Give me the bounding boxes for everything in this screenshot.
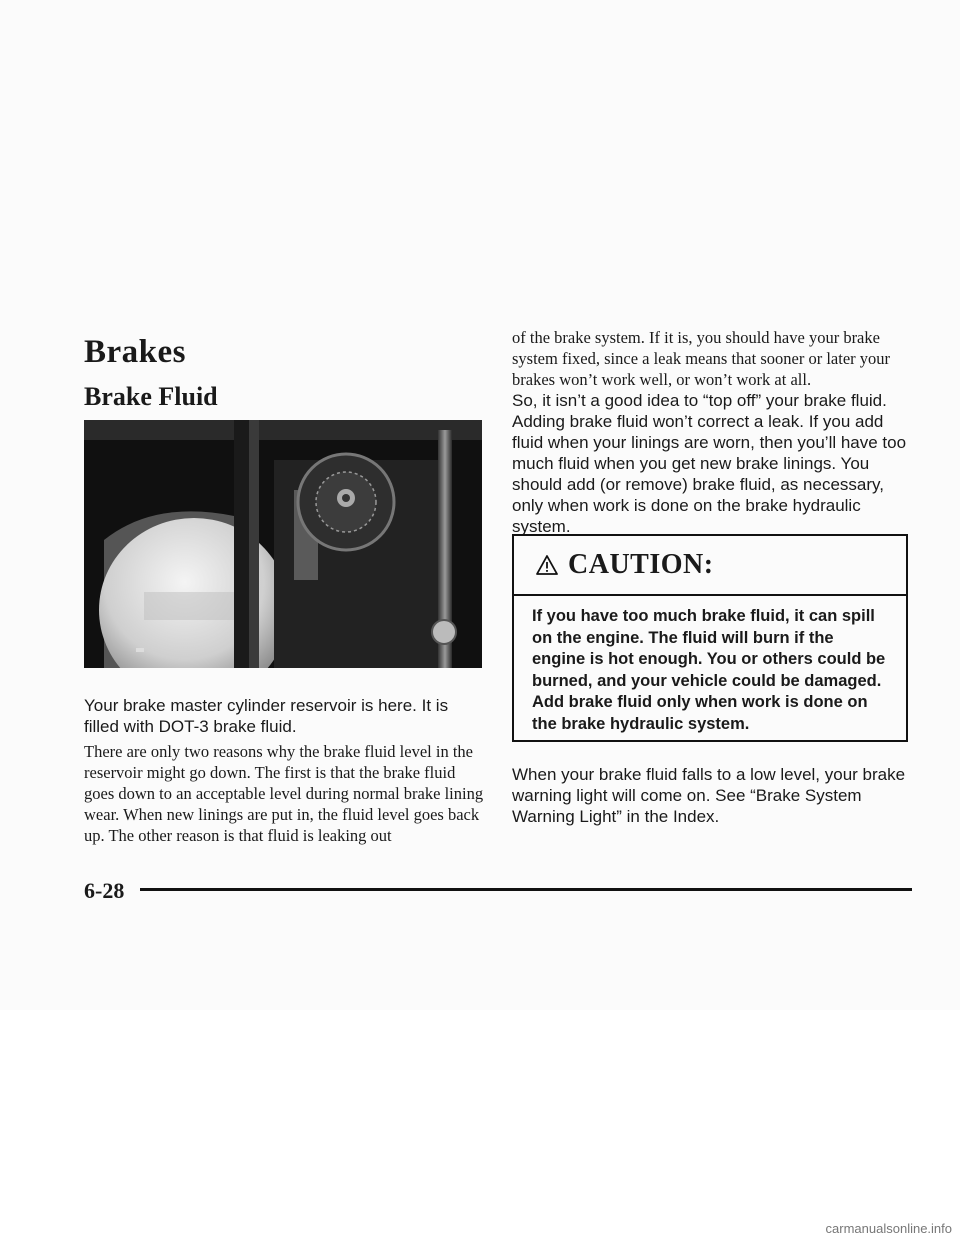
footer-rule	[140, 888, 912, 891]
caution-title: CAUTION:	[568, 549, 714, 580]
subsection-title: Brake Fluid	[84, 382, 218, 411]
continuation-paragraph: of the brake system. If it is, you should have your brake system fixed, since a leak means that sooner or later your brakes won’t work well, or won’t work at all.	[512, 328, 891, 389]
page-number: 6-28	[84, 878, 125, 903]
caution-box	[512, 534, 908, 742]
reservoir-paragraph: Your brake master cylinder reservoir is here. It is filled with DOT-3 brake fluid.	[84, 696, 449, 736]
reasons-paragraph: There are only two reasons why the brake fluid level in the reservoir might go down. The first is that the brake fluid goes down to an acceptable level during normal brake lining wear. When new linings are put in, the fluid level goes back up. The other reason is that fluid is leaking out	[84, 742, 484, 845]
site-watermark: carmanualsonline.info	[825, 1221, 952, 1236]
warning-triangle-icon	[536, 555, 558, 575]
brake-reservoir-photo	[84, 420, 482, 668]
caution-header	[514, 536, 906, 596]
caution-text: If you have too much brake fluid, it can spill on the engine. The fluid will burn if the engine is hot enough. You or others could be burned, and your vehicle could be damaged. Add brake fluid only when work is done on the brake hydraulic system.	[532, 607, 886, 733]
warning-light-paragraph: When your brake fluid falls to a low level, your brake warning light will come on. See “Brake System Warning Light” in the Index.	[512, 765, 906, 826]
section-title: Brakes	[84, 334, 186, 370]
reservoir-photo-illustration	[84, 420, 482, 668]
top-off-paragraph: So, it isn’t a good idea to “top off” your brake fluid. Adding brake fluid won’t correct a leak. If you add fluid when your linings are worn, then you’ll have too much fluid when you get new brake linings. You should add (or remove) brake fluid, as necessary, only when work is done on the brake hydraulic system.	[512, 391, 907, 536]
